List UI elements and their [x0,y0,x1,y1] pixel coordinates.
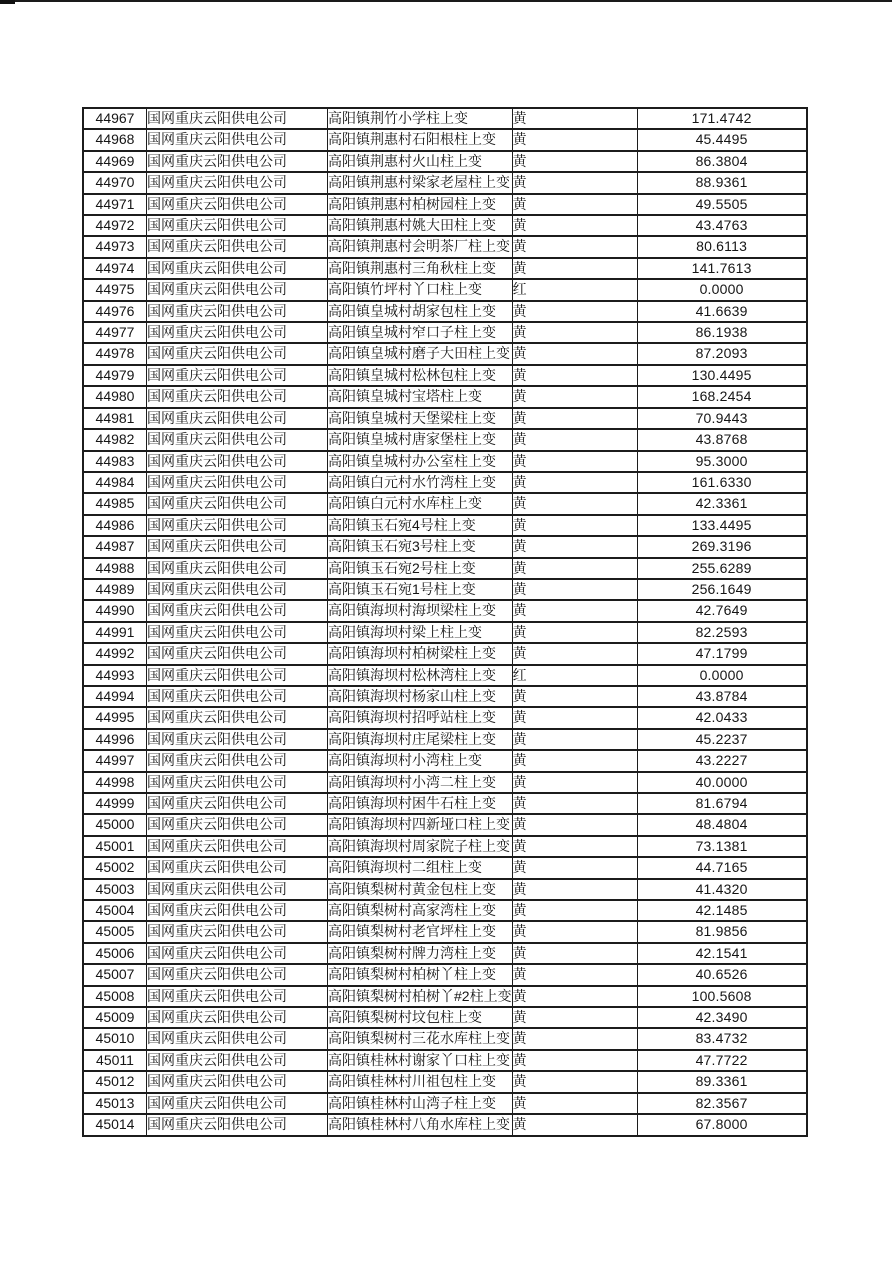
table-row [83,301,807,322]
cell-transformer-name: 高阳镇玉石宛2号柱上变 [328,558,513,579]
cell-row-id: 45000 [83,814,147,835]
cell-row-id: 44991 [83,622,147,643]
cell-transformer-name: 高阳镇竹坪村丫口柱上变 [328,279,513,300]
cell-transformer-name: 高阳镇桂林村山湾子柱上变 [328,1093,513,1114]
cell-company: 国网重庆云阳供电公司 [147,279,328,300]
cell-value: 48.4804 [637,814,807,835]
cell-row-id: 44982 [83,429,147,450]
cell-value: 41.6639 [637,301,807,322]
cell-company: 国网重庆云阳供电公司 [147,1007,328,1028]
table-row [83,964,807,985]
cell-status-flag: 黄 [512,386,637,407]
cell-row-id: 44972 [83,215,147,236]
cell-transformer-name: 高阳镇荆惠村柏树园柱上变 [328,194,513,215]
cell-transformer-name: 高阳镇荆惠村会明茶厂柱上变 [328,236,513,257]
table-row [83,857,807,878]
cell-status-flag: 黄 [512,472,637,493]
table-row [83,429,807,450]
cell-transformer-name: 高阳镇梨树村牌力湾柱上变 [328,943,513,964]
table-row [83,772,807,793]
cell-status-flag: 黄 [512,451,637,472]
cell-status-flag: 黄 [512,129,637,150]
cell-company: 国网重庆云阳供电公司 [147,921,328,942]
cell-row-id: 44985 [83,493,147,514]
cell-company: 国网重庆云阳供电公司 [147,707,328,728]
cell-company: 国网重庆云阳供电公司 [147,343,328,364]
table-row [83,921,807,942]
cell-status-flag: 黄 [512,772,637,793]
cell-transformer-name: 高阳镇海坝村四新垭口柱上变 [328,814,513,835]
cell-company: 国网重庆云阳供电公司 [147,793,328,814]
cell-status-flag: 黄 [512,343,637,364]
cell-row-id: 44967 [83,108,147,129]
cell-value: 86.1938 [637,322,807,343]
cell-row-id: 44975 [83,279,147,300]
cell-status-flag: 黄 [512,579,637,600]
cell-transformer-name: 高阳镇海坝村小湾二柱上变 [328,772,513,793]
cell-company: 国网重庆云阳供电公司 [147,986,328,1007]
cell-status-flag: 黄 [512,322,637,343]
cell-transformer-name: 高阳镇海坝村周家院子柱上变 [328,836,513,857]
cell-row-id: 44994 [83,686,147,707]
cell-value: 269.3196 [637,536,807,557]
cell-status-flag: 黄 [512,793,637,814]
cell-row-id: 45009 [83,1007,147,1028]
cell-value: 43.8784 [637,686,807,707]
cell-transformer-name: 高阳镇梨树村三花水库柱上变 [328,1028,513,1049]
table-row [83,386,807,407]
cell-transformer-name: 高阳镇梨树村老官坪柱上变 [328,921,513,942]
page-top-border-line [0,0,892,2]
cell-status-flag: 黄 [512,301,637,322]
table-row [83,472,807,493]
cell-company: 国网重庆云阳供电公司 [147,322,328,343]
cell-row-id: 44992 [83,643,147,664]
cell-value: 47.7722 [637,1050,807,1071]
cell-row-id: 44990 [83,600,147,621]
cell-company: 国网重庆云阳供电公司 [147,729,328,750]
cell-status-flag: 黄 [512,1114,637,1135]
cell-transformer-name: 高阳镇海坝村柏树梁柱上变 [328,643,513,664]
table-row [83,258,807,279]
cell-row-id: 45004 [83,900,147,921]
cell-transformer-name: 高阳镇皇城村磨子大田柱上变 [328,343,513,364]
cell-company: 国网重庆云阳供电公司 [147,129,328,150]
cell-transformer-name: 高阳镇海坝村小湾柱上变 [328,750,513,771]
table-row [83,643,807,664]
cell-transformer-name: 高阳镇皇城村唐家堡柱上变 [328,429,513,450]
cell-row-id: 44969 [83,151,147,172]
cell-transformer-name: 高阳镇桂林村川祖包柱上变 [328,1071,513,1092]
table-row [83,558,807,579]
cell-value: 42.0433 [637,707,807,728]
cell-status-flag: 黄 [512,814,637,835]
cell-status-flag: 黄 [512,879,637,900]
cell-value: 0.0000 [637,279,807,300]
table-row [83,729,807,750]
cell-status-flag: 黄 [512,1071,637,1092]
cell-row-id: 44998 [83,772,147,793]
cell-company: 国网重庆云阳供电公司 [147,836,328,857]
cell-transformer-name: 高阳镇海坝村二组柱上变 [328,857,513,878]
table-row [83,1093,807,1114]
cell-company: 国网重庆云阳供电公司 [147,172,328,193]
cell-value: 40.0000 [637,772,807,793]
cell-status-flag: 红 [512,279,637,300]
cell-row-id: 44979 [83,365,147,386]
table-row [83,986,807,1007]
cell-status-flag: 黄 [512,600,637,621]
table-row [83,536,807,557]
cell-status-flag: 黄 [512,900,637,921]
cell-company: 国网重庆云阳供电公司 [147,1050,328,1071]
cell-company: 国网重庆云阳供电公司 [147,686,328,707]
cell-company: 国网重庆云阳供电公司 [147,365,328,386]
cell-company: 国网重庆云阳供电公司 [147,1093,328,1114]
table-row [83,172,807,193]
table-body [83,108,807,1136]
cell-company: 国网重庆云阳供电公司 [147,1028,328,1049]
cell-row-id: 44989 [83,579,147,600]
cell-status-flag: 黄 [512,151,637,172]
cell-company: 国网重庆云阳供电公司 [147,472,328,493]
cell-value: 81.6794 [637,793,807,814]
cell-status-flag: 红 [512,665,637,686]
cell-status-flag: 黄 [512,408,637,429]
cell-company: 国网重庆云阳供电公司 [147,408,328,429]
cell-row-id: 45013 [83,1093,147,1114]
cell-company: 国网重庆云阳供电公司 [147,879,328,900]
cell-row-id: 44970 [83,172,147,193]
cell-row-id: 45002 [83,857,147,878]
cell-transformer-name: 高阳镇海坝村杨家山柱上变 [328,686,513,707]
table-row [83,943,807,964]
cell-status-flag: 黄 [512,236,637,257]
cell-company: 国网重庆云阳供电公司 [147,194,328,215]
cell-status-flag: 黄 [512,1093,637,1114]
cell-company: 国网重庆云阳供电公司 [147,536,328,557]
table-row [83,793,807,814]
cell-row-id: 45011 [83,1050,147,1071]
cell-row-id: 44980 [83,386,147,407]
cell-row-id: 45007 [83,964,147,985]
cell-value: 80.6113 [637,236,807,257]
page-top-border-nub [0,0,15,4]
table-row [83,279,807,300]
cell-status-flag: 黄 [512,750,637,771]
cell-status-flag: 黄 [512,943,637,964]
cell-status-flag: 黄 [512,729,637,750]
cell-status-flag: 黄 [512,836,637,857]
table-row [83,1050,807,1071]
table-row [83,236,807,257]
cell-company: 国网重庆云阳供电公司 [147,558,328,579]
table-row [83,322,807,343]
cell-row-id: 45003 [83,879,147,900]
cell-value: 41.4320 [637,879,807,900]
cell-row-id: 45014 [83,1114,147,1135]
cell-transformer-name: 高阳镇梨树村坟包柱上变 [328,1007,513,1028]
cell-company: 国网重庆云阳供电公司 [147,622,328,643]
cell-transformer-name: 高阳镇梨树村高家湾柱上变 [328,900,513,921]
table-row [83,750,807,771]
cell-transformer-name: 高阳镇皇城村胡家包柱上变 [328,301,513,322]
cell-status-flag: 黄 [512,686,637,707]
cell-status-flag: 黄 [512,622,637,643]
table-row [83,1071,807,1092]
table-row [83,129,807,150]
table-row [83,814,807,835]
cell-company: 国网重庆云阳供电公司 [147,515,328,536]
cell-company: 国网重庆云阳供电公司 [147,1071,328,1092]
cell-transformer-name: 高阳镇荆惠村火山柱上变 [328,151,513,172]
cell-value: 255.6289 [637,558,807,579]
cell-status-flag: 黄 [512,429,637,450]
cell-row-id: 45001 [83,836,147,857]
cell-value: 0.0000 [637,665,807,686]
cell-value: 130.4495 [637,365,807,386]
cell-value: 141.7613 [637,258,807,279]
cell-value: 171.4742 [637,108,807,129]
cell-status-flag: 黄 [512,536,637,557]
cell-transformer-name: 高阳镇皇城村松林包柱上变 [328,365,513,386]
cell-value: 42.1485 [637,900,807,921]
table-row [83,408,807,429]
table-row [83,493,807,514]
table-row [83,900,807,921]
cell-transformer-name: 高阳镇海坝村梁上柱上变 [328,622,513,643]
cell-transformer-name: 高阳镇玉石宛3号柱上变 [328,536,513,557]
cell-value: 43.2227 [637,750,807,771]
cell-value: 88.9361 [637,172,807,193]
cell-status-flag: 黄 [512,964,637,985]
cell-company: 国网重庆云阳供电公司 [147,301,328,322]
cell-status-flag: 黄 [512,643,637,664]
cell-row-id: 44971 [83,194,147,215]
table-row [83,836,807,857]
cell-row-id: 44974 [83,258,147,279]
table-row [83,622,807,643]
table-row [83,579,807,600]
cell-transformer-name: 高阳镇荆惠村三角秋柱上变 [328,258,513,279]
cell-row-id: 44977 [83,322,147,343]
cell-transformer-name: 高阳镇梨树村柏树丫柱上变 [328,964,513,985]
cell-transformer-name: 高阳镇皇城村宝塔柱上变 [328,386,513,407]
cell-status-flag: 黄 [512,1050,637,1071]
table-row [83,151,807,172]
cell-value: 100.5608 [637,986,807,1007]
cell-status-flag: 黄 [512,215,637,236]
cell-status-flag: 黄 [512,1007,637,1028]
cell-status-flag: 黄 [512,921,637,942]
cell-transformer-name: 高阳镇荆惠村姚大田柱上变 [328,215,513,236]
cell-row-id: 45006 [83,943,147,964]
cell-transformer-name: 高阳镇桂林村谢家丫口柱上变 [328,1050,513,1071]
cell-transformer-name: 高阳镇白元村水库柱上变 [328,493,513,514]
cell-row-id: 44995 [83,707,147,728]
cell-row-id: 44983 [83,451,147,472]
cell-row-id: 44984 [83,472,147,493]
cell-status-flag: 黄 [512,515,637,536]
cell-transformer-name: 高阳镇桂林村八角水库柱上变 [328,1114,513,1135]
cell-transformer-name: 高阳镇荆惠村梁家老屋柱上变 [328,172,513,193]
table-row [83,686,807,707]
table-row [83,665,807,686]
cell-value: 42.3490 [637,1007,807,1028]
table-row [83,1007,807,1028]
cell-row-id: 44986 [83,515,147,536]
cell-company: 国网重庆云阳供电公司 [147,451,328,472]
cell-row-id: 44997 [83,750,147,771]
cell-company: 国网重庆云阳供电公司 [147,215,328,236]
cell-value: 45.2237 [637,729,807,750]
cell-value: 95.3000 [637,451,807,472]
cell-status-flag: 黄 [512,194,637,215]
cell-row-id: 44968 [83,129,147,150]
cell-row-id: 45005 [83,921,147,942]
cell-company: 国网重庆云阳供电公司 [147,151,328,172]
cell-company: 国网重庆云阳供电公司 [147,386,328,407]
cell-value: 256.1649 [637,579,807,600]
cell-row-id: 45012 [83,1071,147,1092]
table-row [83,1114,807,1135]
table-row [83,515,807,536]
cell-status-flag: 黄 [512,857,637,878]
cell-transformer-name: 高阳镇海坝村海坝梁柱上变 [328,600,513,621]
cell-transformer-name: 高阳镇海坝村困牛石柱上变 [328,793,513,814]
cell-status-flag: 黄 [512,986,637,1007]
cell-value: 133.4495 [637,515,807,536]
cell-row-id: 44978 [83,343,147,364]
cell-company: 国网重庆云阳供电公司 [147,857,328,878]
cell-value: 43.4763 [637,215,807,236]
cell-value: 49.5505 [637,194,807,215]
cell-row-id: 44973 [83,236,147,257]
cell-company: 国网重庆云阳供电公司 [147,772,328,793]
cell-value: 44.7165 [637,857,807,878]
cell-company: 国网重庆云阳供电公司 [147,429,328,450]
cell-value: 42.7649 [637,600,807,621]
cell-company: 国网重庆云阳供电公司 [147,493,328,514]
cell-status-flag: 黄 [512,365,637,386]
cell-value: 42.1541 [637,943,807,964]
cell-value: 83.4732 [637,1028,807,1049]
table-row [83,1028,807,1049]
cell-company: 国网重庆云阳供电公司 [147,236,328,257]
cell-row-id: 44987 [83,536,147,557]
cell-value: 40.6526 [637,964,807,985]
transformer-data-table [82,107,808,1137]
table-row [83,451,807,472]
table-row [83,108,807,129]
cell-transformer-name: 高阳镇梨树村黄金包柱上变 [328,879,513,900]
cell-value: 161.6330 [637,472,807,493]
cell-company: 国网重庆云阳供电公司 [147,814,328,835]
cell-company: 国网重庆云阳供电公司 [147,108,328,129]
cell-status-flag: 黄 [512,172,637,193]
cell-row-id: 44993 [83,665,147,686]
cell-transformer-name: 高阳镇荆惠村石阳根柱上变 [328,129,513,150]
cell-company: 国网重庆云阳供电公司 [147,600,328,621]
cell-company: 国网重庆云阳供电公司 [147,258,328,279]
cell-transformer-name: 高阳镇皇城村窄口子柱上变 [328,322,513,343]
cell-status-flag: 黄 [512,493,637,514]
cell-row-id: 44988 [83,558,147,579]
table-row [83,879,807,900]
cell-transformer-name: 高阳镇海坝村招呼站柱上变 [328,707,513,728]
cell-transformer-name: 高阳镇白元村水竹湾柱上变 [328,472,513,493]
cell-status-flag: 黄 [512,108,637,129]
cell-value: 82.3567 [637,1093,807,1114]
table-row [83,343,807,364]
table-row [83,215,807,236]
cell-company: 国网重庆云阳供电公司 [147,579,328,600]
cell-company: 国网重庆云阳供电公司 [147,665,328,686]
cell-value: 86.3804 [637,151,807,172]
cell-value: 73.1381 [637,836,807,857]
cell-transformer-name: 高阳镇玉石宛4号柱上变 [328,515,513,536]
cell-status-flag: 黄 [512,707,637,728]
cell-status-flag: 黄 [512,1028,637,1049]
cell-transformer-name: 高阳镇海坝村庄尾梁柱上变 [328,729,513,750]
cell-row-id: 44999 [83,793,147,814]
cell-transformer-name: 高阳镇皇城村天堡梁柱上变 [328,408,513,429]
cell-value: 168.2454 [637,386,807,407]
table-row [83,194,807,215]
cell-row-id: 44981 [83,408,147,429]
cell-value: 81.9856 [637,921,807,942]
cell-transformer-name: 高阳镇梨树村柏树丫#2柱上变 [328,986,513,1007]
cell-value: 82.2593 [637,622,807,643]
cell-value: 89.3361 [637,1071,807,1092]
cell-company: 国网重庆云阳供电公司 [147,964,328,985]
table-row [83,600,807,621]
cell-value: 47.1799 [637,643,807,664]
cell-row-id: 44996 [83,729,147,750]
cell-value: 45.4495 [637,129,807,150]
cell-value: 42.3361 [637,493,807,514]
cell-row-id: 44976 [83,301,147,322]
table-row [83,365,807,386]
cell-transformer-name: 高阳镇海坝村松林湾柱上变 [328,665,513,686]
cell-status-flag: 黄 [512,558,637,579]
cell-status-flag: 黄 [512,258,637,279]
cell-row-id: 45008 [83,986,147,1007]
cell-company: 国网重庆云阳供电公司 [147,750,328,771]
table-row [83,707,807,728]
cell-company: 国网重庆云阳供电公司 [147,1114,328,1135]
cell-transformer-name: 高阳镇荆竹小学柱上变 [328,108,513,129]
cell-company: 国网重庆云阳供电公司 [147,643,328,664]
cell-value: 67.8000 [637,1114,807,1135]
cell-value: 43.8768 [637,429,807,450]
cell-transformer-name: 高阳镇皇城村办公室柱上变 [328,451,513,472]
cell-row-id: 45010 [83,1028,147,1049]
cell-company: 国网重庆云阳供电公司 [147,900,328,921]
cell-company: 国网重庆云阳供电公司 [147,943,328,964]
cell-transformer-name: 高阳镇玉石宛1号柱上变 [328,579,513,600]
cell-value: 70.9443 [637,408,807,429]
cell-value: 87.2093 [637,343,807,364]
